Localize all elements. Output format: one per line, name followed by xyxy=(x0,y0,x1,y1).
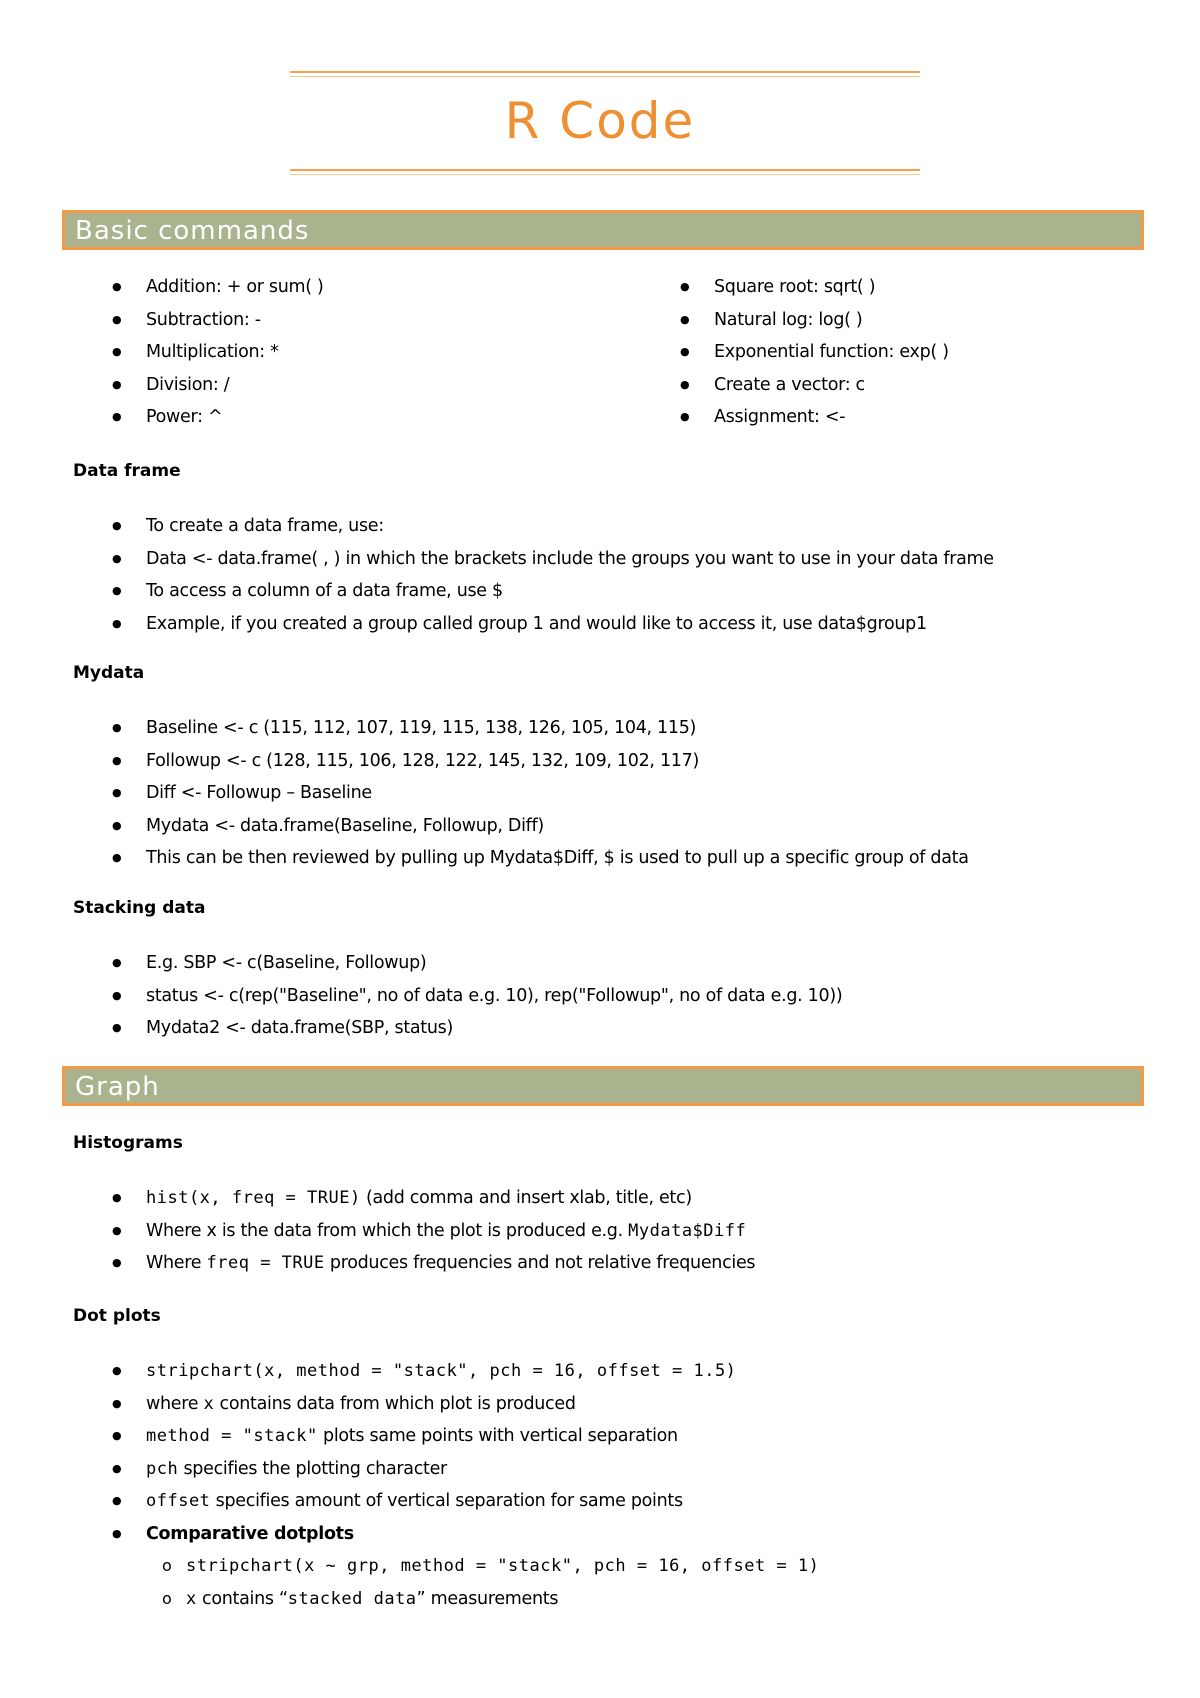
code-text: stacked data xyxy=(287,1588,417,1609)
dot-plots-list xyxy=(112,1355,736,1550)
list-item: ● Addition: + or sum( ) xyxy=(112,271,324,304)
list-item xyxy=(112,1420,736,1453)
list-item xyxy=(150,1550,819,1583)
code-text: TRUE xyxy=(281,1253,325,1273)
text: where xyxy=(146,1393,204,1414)
data-frame-list xyxy=(112,510,994,640)
code-text: stripchart(x, method = "stack", pch = 16, offset = 1.5) xyxy=(146,1361,737,1381)
list-item: ● Exponential function: exp( ) xyxy=(680,336,949,369)
list-item xyxy=(112,1182,755,1215)
code-text: x xyxy=(186,1588,197,1609)
code-text: freq = xyxy=(206,1253,282,1273)
code-text: stripchart(x ~ grp, method = "stack", pch = 16, offset = 1) xyxy=(186,1556,820,1576)
code-text: Mydata$Diff xyxy=(628,1220,747,1241)
list-item: ● This can be then reviewed by pulling up Mydata$Diff, $ is used to pull up a specific group of data xyxy=(112,842,969,875)
section-title: Graph xyxy=(75,1072,160,1102)
code-text: hist(x, freq = TRUE) xyxy=(146,1188,361,1208)
subheading-dot-plots: Dot plots xyxy=(73,1306,161,1326)
title-bottom-rule xyxy=(290,169,920,175)
list-item: ● Division: / xyxy=(112,369,324,402)
list-item: ● Assignment: <- xyxy=(680,401,949,434)
subheading-histograms: Histograms xyxy=(73,1133,183,1153)
list-item xyxy=(112,1215,755,1248)
code-text: offset xyxy=(146,1491,211,1511)
text: (add comma and insert xlab, title, etc) xyxy=(360,1188,692,1208)
list-item xyxy=(112,1247,755,1280)
basic-commands-right-list xyxy=(680,271,949,434)
text: Comparative dotplots xyxy=(146,1523,354,1544)
list-item: ● status <- c(rep("Baseline", no of data e.g. 10), rep("Followup", no of data e.g. 10)) xyxy=(112,980,842,1013)
text: Where xyxy=(146,1253,207,1273)
list-item: ● Square root: sqrt( ) xyxy=(680,271,949,304)
subheading-mydata: Mydata xyxy=(73,663,145,683)
list-item: ● Baseline <- c (115, 112, 107, 119, 115, 138, 126, 105, 104, 115) xyxy=(112,712,969,745)
page-title: R Code xyxy=(504,92,696,150)
code-text: method = "stack" xyxy=(146,1426,318,1446)
comparative-dotplots-sublist xyxy=(150,1550,819,1615)
code-text: pch xyxy=(146,1458,179,1479)
list-item xyxy=(112,1388,736,1421)
list-item: ● Create a vector: c xyxy=(680,369,949,402)
list-item: ● Power: ^ xyxy=(112,401,324,434)
list-item xyxy=(112,1518,736,1551)
list-item: ● Subtraction: - xyxy=(112,304,324,337)
list-item: ● Diff <- Followup – Baseline xyxy=(112,777,969,810)
code-text: x xyxy=(203,1393,215,1414)
subheading-stacking-data: Stacking data xyxy=(73,898,206,918)
title-top-rule xyxy=(290,71,920,77)
text: specifies amount of vertical separation for same points xyxy=(210,1491,683,1511)
text: specifies the plotting character xyxy=(178,1458,447,1479)
stacking-data-list xyxy=(112,947,842,1045)
list-item xyxy=(112,1355,736,1388)
text: plots same points with vertical separation xyxy=(317,1426,678,1446)
section-basic-commands xyxy=(62,210,1144,250)
list-item xyxy=(150,1583,819,1616)
section-title: Basic commands xyxy=(75,216,310,246)
list-item xyxy=(112,1485,736,1518)
section-graph xyxy=(62,1066,1144,1106)
text: produces frequencies and not relative frequencies xyxy=(324,1253,756,1273)
mydata-list xyxy=(112,712,969,875)
list-item: ● Mydata <- data.frame(Baseline, Followup, Diff) xyxy=(112,810,969,843)
list-item: ● Natural log: log( ) xyxy=(680,304,949,337)
text: contains “ xyxy=(196,1588,288,1609)
text: Where x is the data from which the plot is produced e.g. xyxy=(146,1220,629,1241)
list-item: ● Data <- data.frame( , ) in which the brackets include the groups you want to use in your data frame xyxy=(112,543,994,576)
list-item: ● To create a data frame, use: xyxy=(112,510,994,543)
text: contains data from which plot is produced xyxy=(214,1393,576,1414)
text: ” measurements xyxy=(416,1588,559,1609)
list-item: ● To access a column of a data frame, use $ xyxy=(112,575,994,608)
list-item xyxy=(112,1453,736,1486)
histograms-list xyxy=(112,1182,755,1280)
list-item: ● Example, if you created a group called group 1 and would like to access it, use data$group1 xyxy=(112,608,994,641)
list-item: ● E.g. SBP <- c(Baseline, Followup) xyxy=(112,947,842,980)
list-item: ● Multiplication: * xyxy=(112,336,324,369)
list-item: ● Followup <- c (128, 115, 106, 128, 122, 145, 132, 109, 102, 117) xyxy=(112,745,969,778)
basic-commands-left-list xyxy=(112,271,324,434)
list-item: ● Mydata2 <- data.frame(SBP, status) xyxy=(112,1012,842,1045)
subheading-data-frame: Data frame xyxy=(73,461,181,481)
